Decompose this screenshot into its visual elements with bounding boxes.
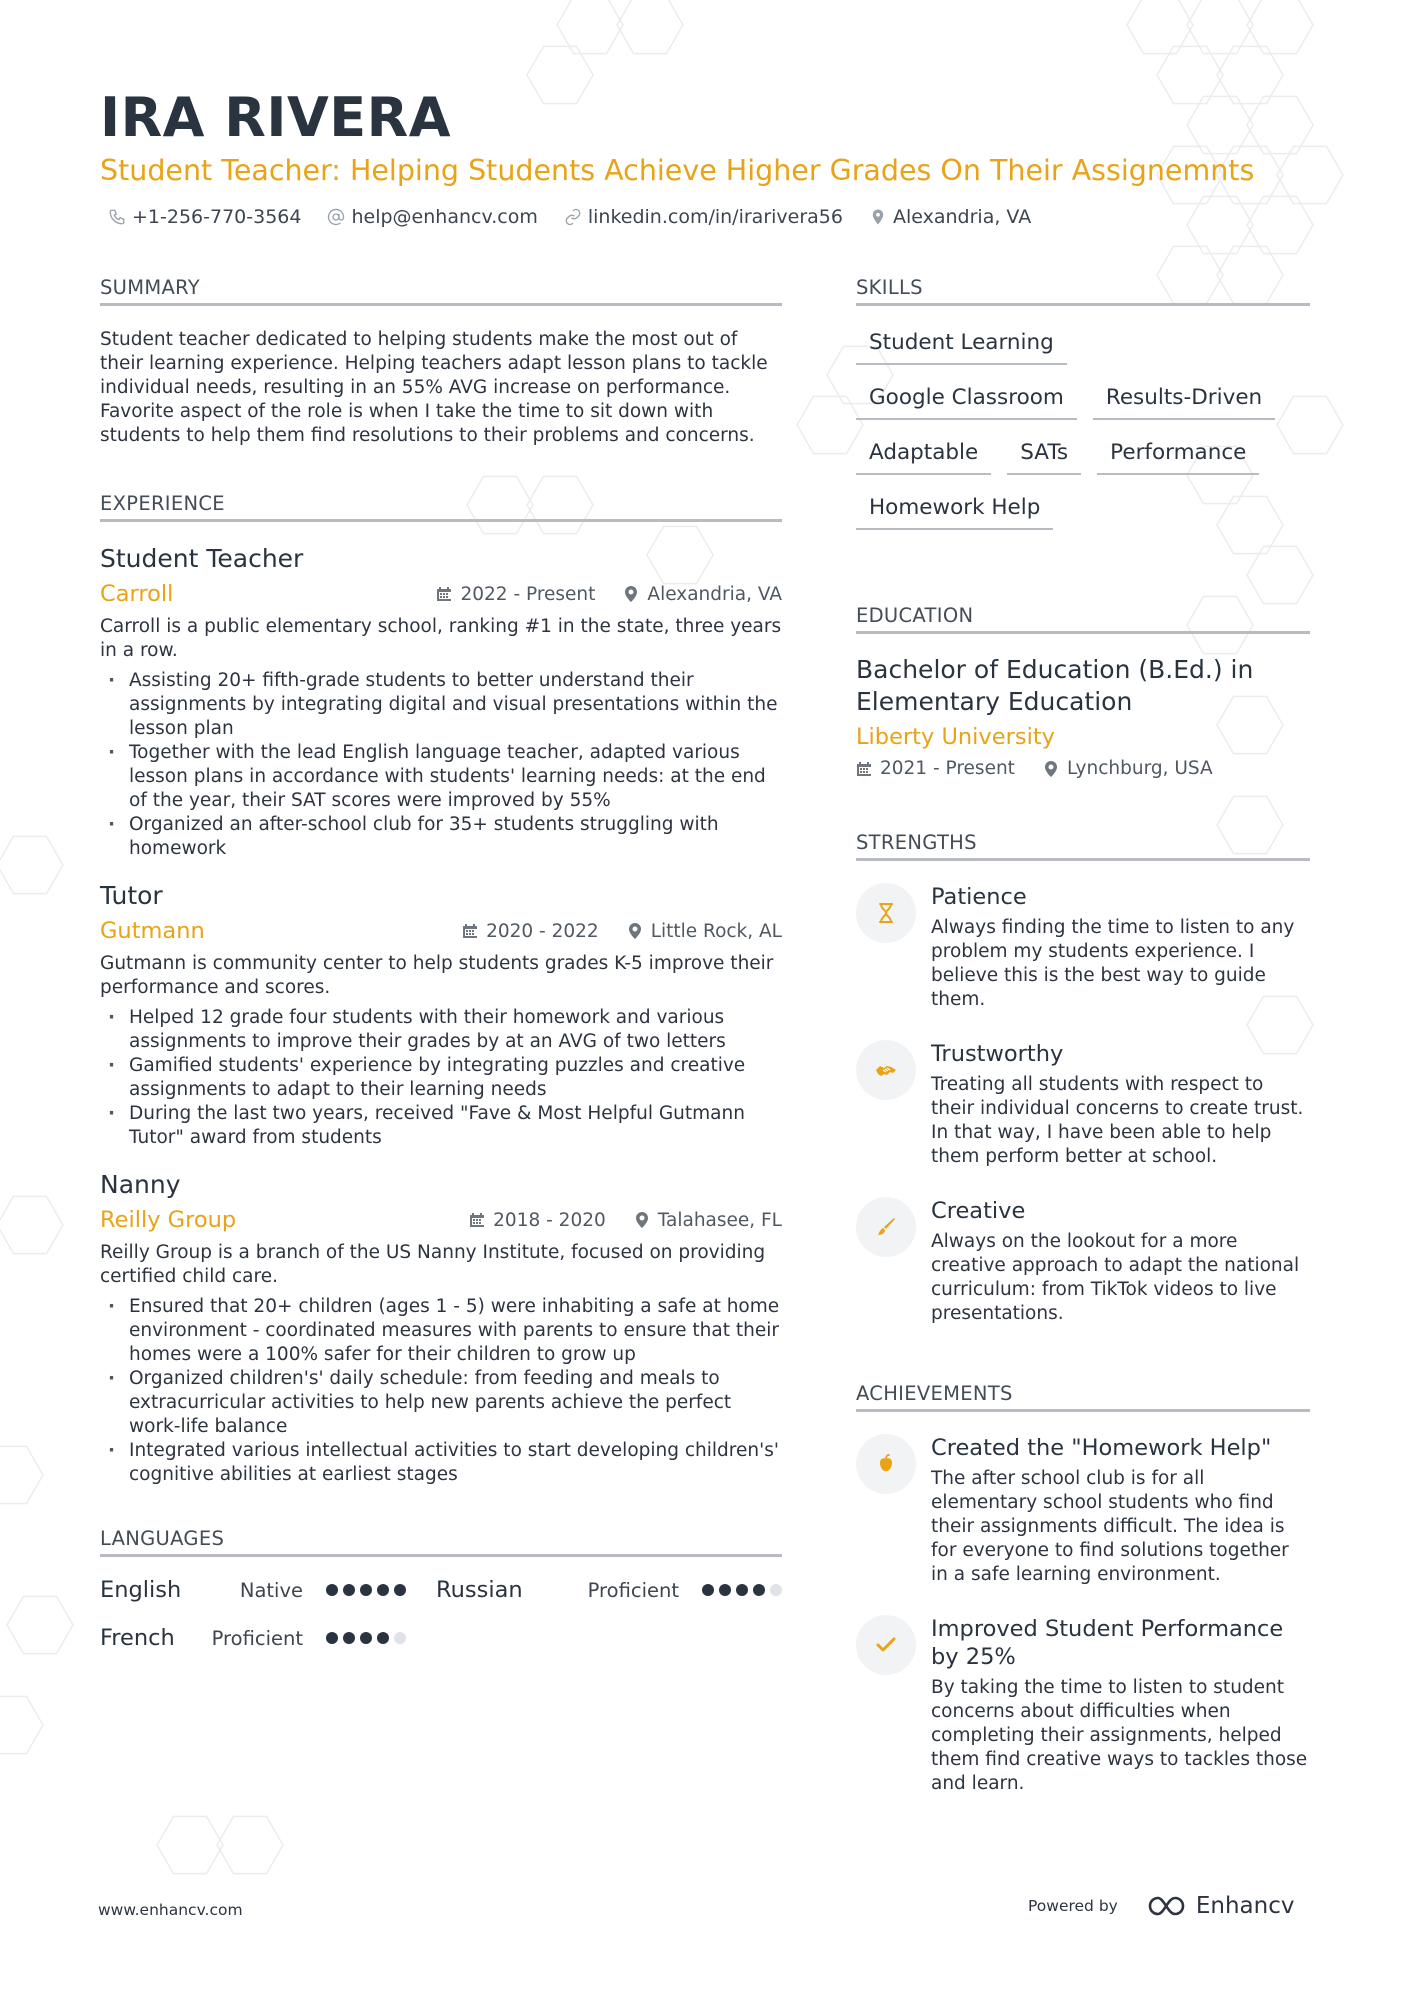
language-level: Native <box>239 1578 303 1602</box>
job-bullet: · Ensured that 20+ children (ages 1 - 5) were inhabiting a safe at home environment - coordinated measures with parents to ensure that their homes were a 100% safer for their children to grow up <box>100 1295 782 1367</box>
achievement-body <box>931 1615 1310 1796</box>
job-location <box>627 921 782 942</box>
location-pin-icon <box>1043 761 1059 777</box>
phone-text: +1-256-770-3564 <box>132 206 302 228</box>
candidate-name: IRA RIVERA <box>100 86 451 149</box>
language-proficiency <box>240 1579 406 1602</box>
education-meta <box>856 758 1310 779</box>
contact-linkedin[interactable] <box>564 206 843 228</box>
proficiency-dots <box>321 1632 406 1644</box>
summary-heading: SUMMARY <box>100 276 782 306</box>
proficiency-dot-empty <box>770 1584 782 1596</box>
strength-title: Trustworthy <box>931 1041 1064 1067</box>
contact-email[interactable] <box>327 206 537 228</box>
skill-tag: Adaptable <box>856 434 991 475</box>
job-company-row <box>100 918 782 944</box>
proficiency-dots <box>697 1584 782 1596</box>
strength-icon-badge <box>856 1040 916 1100</box>
strength-description: Treating all students with respect to their individual concerns to create trust. In that way, I have been able to help them perform better at school. <box>931 1074 1304 1167</box>
apple-icon <box>874 1452 898 1476</box>
language-level: Proficient <box>211 1626 303 1650</box>
job-dates-text: 2020 - 2022 <box>486 920 599 942</box>
language-proficiency <box>588 1579 782 1602</box>
skill-tag: Homework Help <box>856 489 1053 530</box>
school-name: Liberty University <box>856 724 1055 750</box>
proficiency-dot-filled <box>394 1584 406 1596</box>
job-description: Carroll is a public elementary school, ranking #1 in the state, three years in a row. <box>100 616 782 661</box>
enhancv-logo[interactable] <box>1146 1893 1295 1919</box>
job-bullet: · Gamified students' experience by integrating puzzles and creative assignments to adapt to their learning needs <box>100 1054 782 1102</box>
achievement-body <box>931 1434 1310 1587</box>
job-bullet: · Integrated various intellectual activities to start developing children's' cognitive abilities at earliest stages <box>100 1439 782 1487</box>
achievements-section <box>856 1382 1310 1796</box>
strength-item <box>856 1197 1310 1326</box>
contact-bar <box>108 206 1057 228</box>
skills-list <box>856 324 1310 544</box>
skill-tag: Results-Driven <box>1093 379 1275 420</box>
job-role: Student Teacher <box>100 544 304 573</box>
strength-item <box>856 883 1310 1012</box>
left-column <box>100 276 782 1651</box>
skill-tag: Google Classroom <box>856 379 1077 420</box>
language-name: Russian <box>436 1577 523 1603</box>
skill-tag: Student Learning <box>856 324 1067 365</box>
job-company-row <box>100 1207 782 1233</box>
language-item <box>100 1625 436 1651</box>
job-meta <box>408 584 782 605</box>
footer-website[interactable]: www.enhancv.com <box>98 1901 243 1919</box>
achievement-icon-badge <box>856 1615 916 1675</box>
job-company: Carroll <box>100 581 174 607</box>
job-meta <box>441 1210 782 1231</box>
job-location <box>623 584 782 605</box>
job-bullet: · Helped 12 grade four students with their homework and various assignments to improve their grades by at an AVG of two letters <box>100 1006 782 1054</box>
job-bullets <box>100 669 782 861</box>
job-meta <box>434 921 782 942</box>
strength-title: Patience <box>931 884 1027 910</box>
job-role: Tutor <box>100 881 163 910</box>
language-name: French <box>100 1625 175 1651</box>
enhancv-logo-icon <box>1146 1893 1190 1919</box>
proficiency-dot-empty <box>394 1632 406 1644</box>
calendar-icon <box>436 586 452 602</box>
proficiency-dot-filled <box>326 1584 338 1596</box>
email-text: help@enhancv.com <box>351 206 538 228</box>
job-dates <box>462 921 599 942</box>
proficiency-dots <box>321 1584 406 1596</box>
summary-text: Student teacher dedicated to helping students make the most out of their learning experience. Helping teachers adapt lesson plans to tackle individual needs, resulting in an 55% AVG increase on performance. Favorite aspect of the role is when I take the time to sit down with students to help them find resolutions to their problems and concerns. <box>100 329 768 446</box>
job-dates-text: 2018 - 2020 <box>493 1209 606 1231</box>
link-icon <box>564 208 582 226</box>
strength-title: Creative <box>931 1198 1026 1224</box>
job-location-text: Talahasee, FL <box>657 1209 782 1231</box>
calendar-icon <box>856 761 872 777</box>
phone-icon <box>108 208 126 226</box>
education-dates-text: 2021 - Present <box>880 758 1015 779</box>
strengths-section <box>856 831 1310 1326</box>
proficiency-dot-filled <box>377 1632 389 1644</box>
job-dates <box>469 1210 606 1231</box>
education-location-text: Lynchburg, USA <box>1066 758 1213 779</box>
degree-title: Bachelor of Education (B.Ed.) in Elementary Education <box>856 655 1254 716</box>
job-bullets <box>100 1295 782 1487</box>
strength-icon-badge <box>856 1197 916 1257</box>
proficiency-dot-filled <box>702 1584 714 1596</box>
job-description: Gutmann is community center to help students grades K-5 improve their performance and scores. <box>100 953 774 998</box>
job-bullet: · Assisting 20+ fifth-grade students to better understand their assignments by integrating digital and visual presentations within the lesson plan <box>100 669 782 741</box>
job-entry <box>100 544 782 861</box>
achievement-description: The after school club is for all elementary school students who find their assignments difficult. The idea is for everyone to find solutions together in a safe learning environment. <box>931 1468 1289 1585</box>
job-bullet: · Organized an after-school club for 35+ students struggling with homework <box>100 813 782 861</box>
language-level: Proficient <box>587 1578 679 1602</box>
handshake-icon <box>874 1058 898 1082</box>
candidate-headline: Student Teacher: Helping Students Achieve Higher Grades On Their Assignemnts <box>100 154 1255 187</box>
achievement-title: Improved Student Performance by 25% <box>931 1616 1284 1670</box>
achievement-title: Created the "Homework Help" <box>931 1435 1272 1461</box>
job-bullet: · During the last two years, received "Fave & Most Helpful Gutmann Tutor" award from students <box>100 1102 782 1150</box>
proficiency-dot-filled <box>343 1584 355 1596</box>
location-pin-icon <box>623 586 639 602</box>
job-location-text: Alexandria, VA <box>647 583 782 605</box>
job-company: Gutmann <box>100 918 205 944</box>
experience-section <box>100 492 782 1487</box>
job-entry <box>100 881 782 1150</box>
language-name: English <box>100 1577 182 1603</box>
job-location-text: Little Rock, AL <box>650 920 782 942</box>
job-bullet: · Organized children's' daily schedule: from feeding and meals to extracurricular activities to help new parents achieve the perfect work-life balance <box>100 1367 782 1439</box>
linkedin-text: linkedin.com/in/irarivera56 <box>587 206 843 228</box>
job-role: Nanny <box>100 1170 181 1199</box>
location-pin-icon <box>869 208 887 226</box>
skill-tag: Performance <box>1097 434 1259 475</box>
powered-by-label: Powered by <box>1028 1897 1118 1915</box>
right-column <box>856 276 1310 1796</box>
location-pin-icon <box>627 923 643 939</box>
achievement-item <box>856 1434 1310 1587</box>
skills-section <box>856 276 1310 544</box>
language-proficiency <box>212 1627 406 1650</box>
job-company: Reilly Group <box>100 1207 237 1233</box>
achievement-description: By taking the time to listen to student concerns about difficulties when completing their assignments, helped them find creative ways to tackles those and learn. <box>931 1677 1308 1794</box>
job-bullet: · Together with the lead English language teacher, adapted various lesson plans in accordance with students' learning needs: at the end of the year, their SAT scores were improved by 55% <box>100 741 782 813</box>
languages-heading: LANGUAGES <box>100 1527 782 1557</box>
job-description: Reilly Group is a branch of the US Nanny Institute, focused on providing certified child care. <box>100 1242 766 1287</box>
proficiency-dot-filled <box>360 1584 372 1596</box>
brush-icon <box>874 1215 898 1239</box>
calendar-icon <box>469 1212 485 1228</box>
job-dates-text: 2022 - Present <box>460 583 596 605</box>
strength-body <box>931 1040 1310 1169</box>
contact-location <box>869 206 1031 228</box>
education-location <box>1043 758 1213 779</box>
strength-icon-badge <box>856 883 916 943</box>
hourglass-icon <box>874 901 898 925</box>
languages-list <box>100 1577 782 1651</box>
education-heading: EDUCATION <box>856 604 1310 634</box>
location-text: Alexandria, VA <box>892 206 1032 228</box>
skill-tag: SATs <box>1007 434 1081 475</box>
strengths-heading: STRENGTHS <box>856 831 1310 861</box>
job-entry <box>100 1170 782 1487</box>
education-dates <box>856 758 1015 779</box>
languages-section <box>100 1527 782 1651</box>
proficiency-dot-filled <box>326 1632 338 1644</box>
strength-item <box>856 1040 1310 1169</box>
strength-body <box>931 1197 1310 1326</box>
contact-phone[interactable] <box>108 206 301 228</box>
job-bullets <box>100 1006 782 1150</box>
strength-description: Always finding the time to listen to any problem my students experience. I believe this is the best way to guide them. <box>931 917 1295 1010</box>
proficiency-dot-filled <box>753 1584 765 1596</box>
skills-heading: SKILLS <box>856 276 1310 306</box>
proficiency-dot-filled <box>343 1632 355 1644</box>
education-section <box>856 604 1310 779</box>
brand-name: Enhancv <box>1195 1893 1295 1919</box>
proficiency-dot-filled <box>736 1584 748 1596</box>
job-dates <box>436 584 595 605</box>
achievements-heading: ACHIEVEMENTS <box>856 1382 1310 1412</box>
proficiency-dot-filled <box>719 1584 731 1596</box>
language-item <box>100 1577 436 1603</box>
strength-body <box>931 883 1310 1012</box>
strength-description: Always on the lookout for a more creative approach to adapt the national curriculum: from TikTok videos to live presentations. <box>931 1231 1300 1324</box>
achievement-item <box>856 1615 1310 1796</box>
calendar-icon <box>462 923 478 939</box>
job-company-row <box>100 581 782 607</box>
language-item <box>436 1577 782 1603</box>
proficiency-dot-filled <box>360 1632 372 1644</box>
footer-branding <box>1028 1893 1294 1919</box>
job-location <box>634 1210 782 1231</box>
checkmark-icon <box>874 1633 898 1657</box>
achievement-icon-badge <box>856 1434 916 1494</box>
summary-section <box>100 276 782 448</box>
experience-heading: EXPERIENCE <box>100 492 782 522</box>
proficiency-dot-filled <box>377 1584 389 1596</box>
at-sign-icon <box>327 208 345 226</box>
location-pin-icon <box>634 1212 650 1228</box>
